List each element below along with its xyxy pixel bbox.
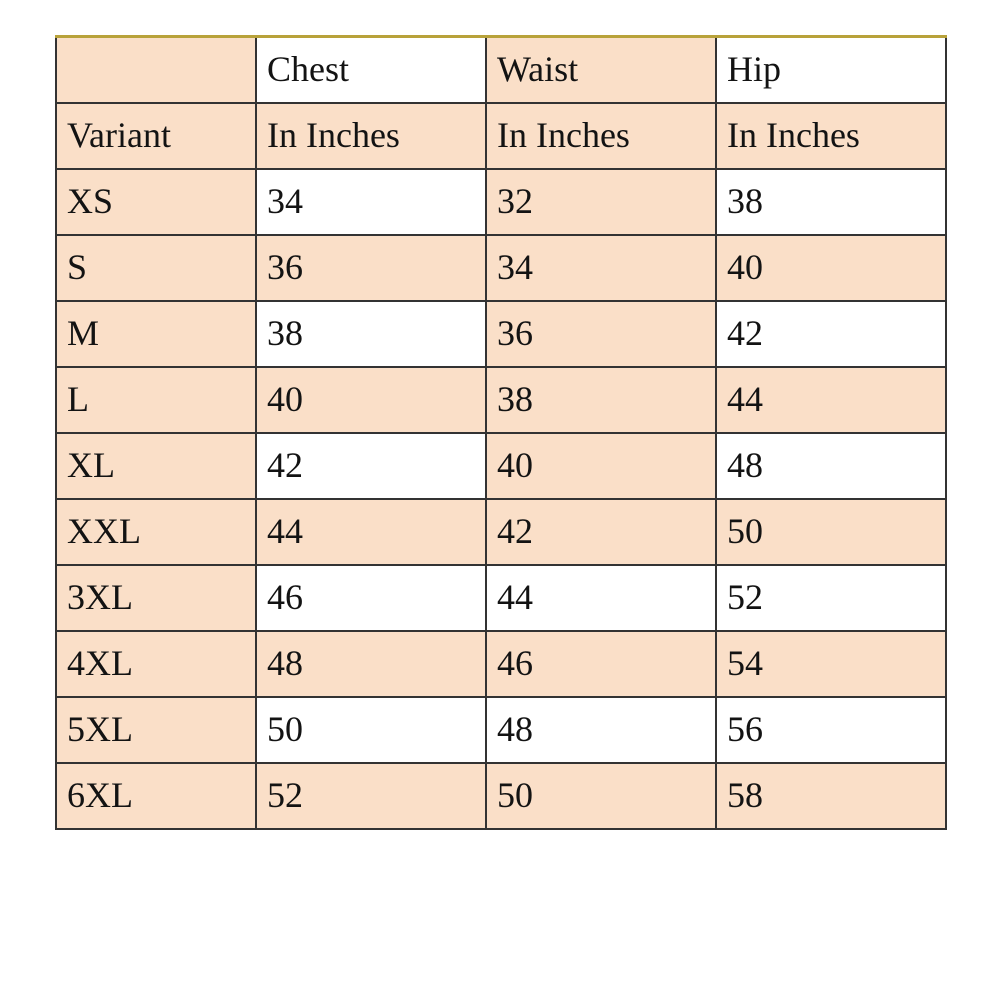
header-cell-blank [56, 37, 256, 103]
cell-hip: 42 [716, 301, 946, 367]
cell-variant: M [56, 301, 256, 367]
table-row [56, 565, 946, 631]
cell-variant: XXL [56, 499, 256, 565]
cell-hip: 54 [716, 631, 946, 697]
header-cell-chest: Chest [256, 37, 486, 103]
unit-cell-variant: Variant [56, 103, 256, 169]
cell-chest: 48 [256, 631, 486, 697]
cell-chest: 42 [256, 433, 486, 499]
table-row [56, 169, 946, 235]
header-cell-hip: Hip [716, 37, 946, 103]
cell-hip: 52 [716, 565, 946, 631]
cell-variant: XS [56, 169, 256, 235]
cell-waist: 50 [486, 763, 716, 829]
cell-variant: L [56, 367, 256, 433]
unit-cell-hip: In Inches [716, 103, 946, 169]
cell-variant: 6XL [56, 763, 256, 829]
cell-chest: 44 [256, 499, 486, 565]
size-chart-table [55, 35, 947, 830]
table-row [56, 763, 946, 829]
cell-chest: 46 [256, 565, 486, 631]
cell-waist: 32 [486, 169, 716, 235]
unit-cell-chest: In Inches [256, 103, 486, 169]
table-row [56, 697, 946, 763]
cell-chest: 40 [256, 367, 486, 433]
unit-cell-waist: In Inches [486, 103, 716, 169]
cell-hip: 56 [716, 697, 946, 763]
table-header-row [56, 37, 946, 103]
header-cell-waist: Waist [486, 37, 716, 103]
cell-hip: 38 [716, 169, 946, 235]
cell-hip: 58 [716, 763, 946, 829]
cell-waist: 44 [486, 565, 716, 631]
cell-waist: 38 [486, 367, 716, 433]
cell-hip: 48 [716, 433, 946, 499]
table-row [56, 235, 946, 301]
cell-chest: 52 [256, 763, 486, 829]
cell-chest: 38 [256, 301, 486, 367]
table-row [56, 499, 946, 565]
cell-chest: 36 [256, 235, 486, 301]
cell-variant: S [56, 235, 256, 301]
cell-variant: XL [56, 433, 256, 499]
table-unit-row [56, 103, 946, 169]
cell-waist: 40 [486, 433, 716, 499]
cell-hip: 44 [716, 367, 946, 433]
cell-hip: 50 [716, 499, 946, 565]
cell-waist: 36 [486, 301, 716, 367]
cell-variant: 5XL [56, 697, 256, 763]
cell-variant: 4XL [56, 631, 256, 697]
table-row [56, 631, 946, 697]
table-row [56, 367, 946, 433]
size-chart-container [55, 35, 945, 830]
cell-waist: 46 [486, 631, 716, 697]
cell-waist: 42 [486, 499, 716, 565]
cell-variant: 3XL [56, 565, 256, 631]
cell-chest: 34 [256, 169, 486, 235]
table-row [56, 433, 946, 499]
cell-chest: 50 [256, 697, 486, 763]
cell-hip: 40 [716, 235, 946, 301]
cell-waist: 34 [486, 235, 716, 301]
cell-waist: 48 [486, 697, 716, 763]
table-row [56, 301, 946, 367]
